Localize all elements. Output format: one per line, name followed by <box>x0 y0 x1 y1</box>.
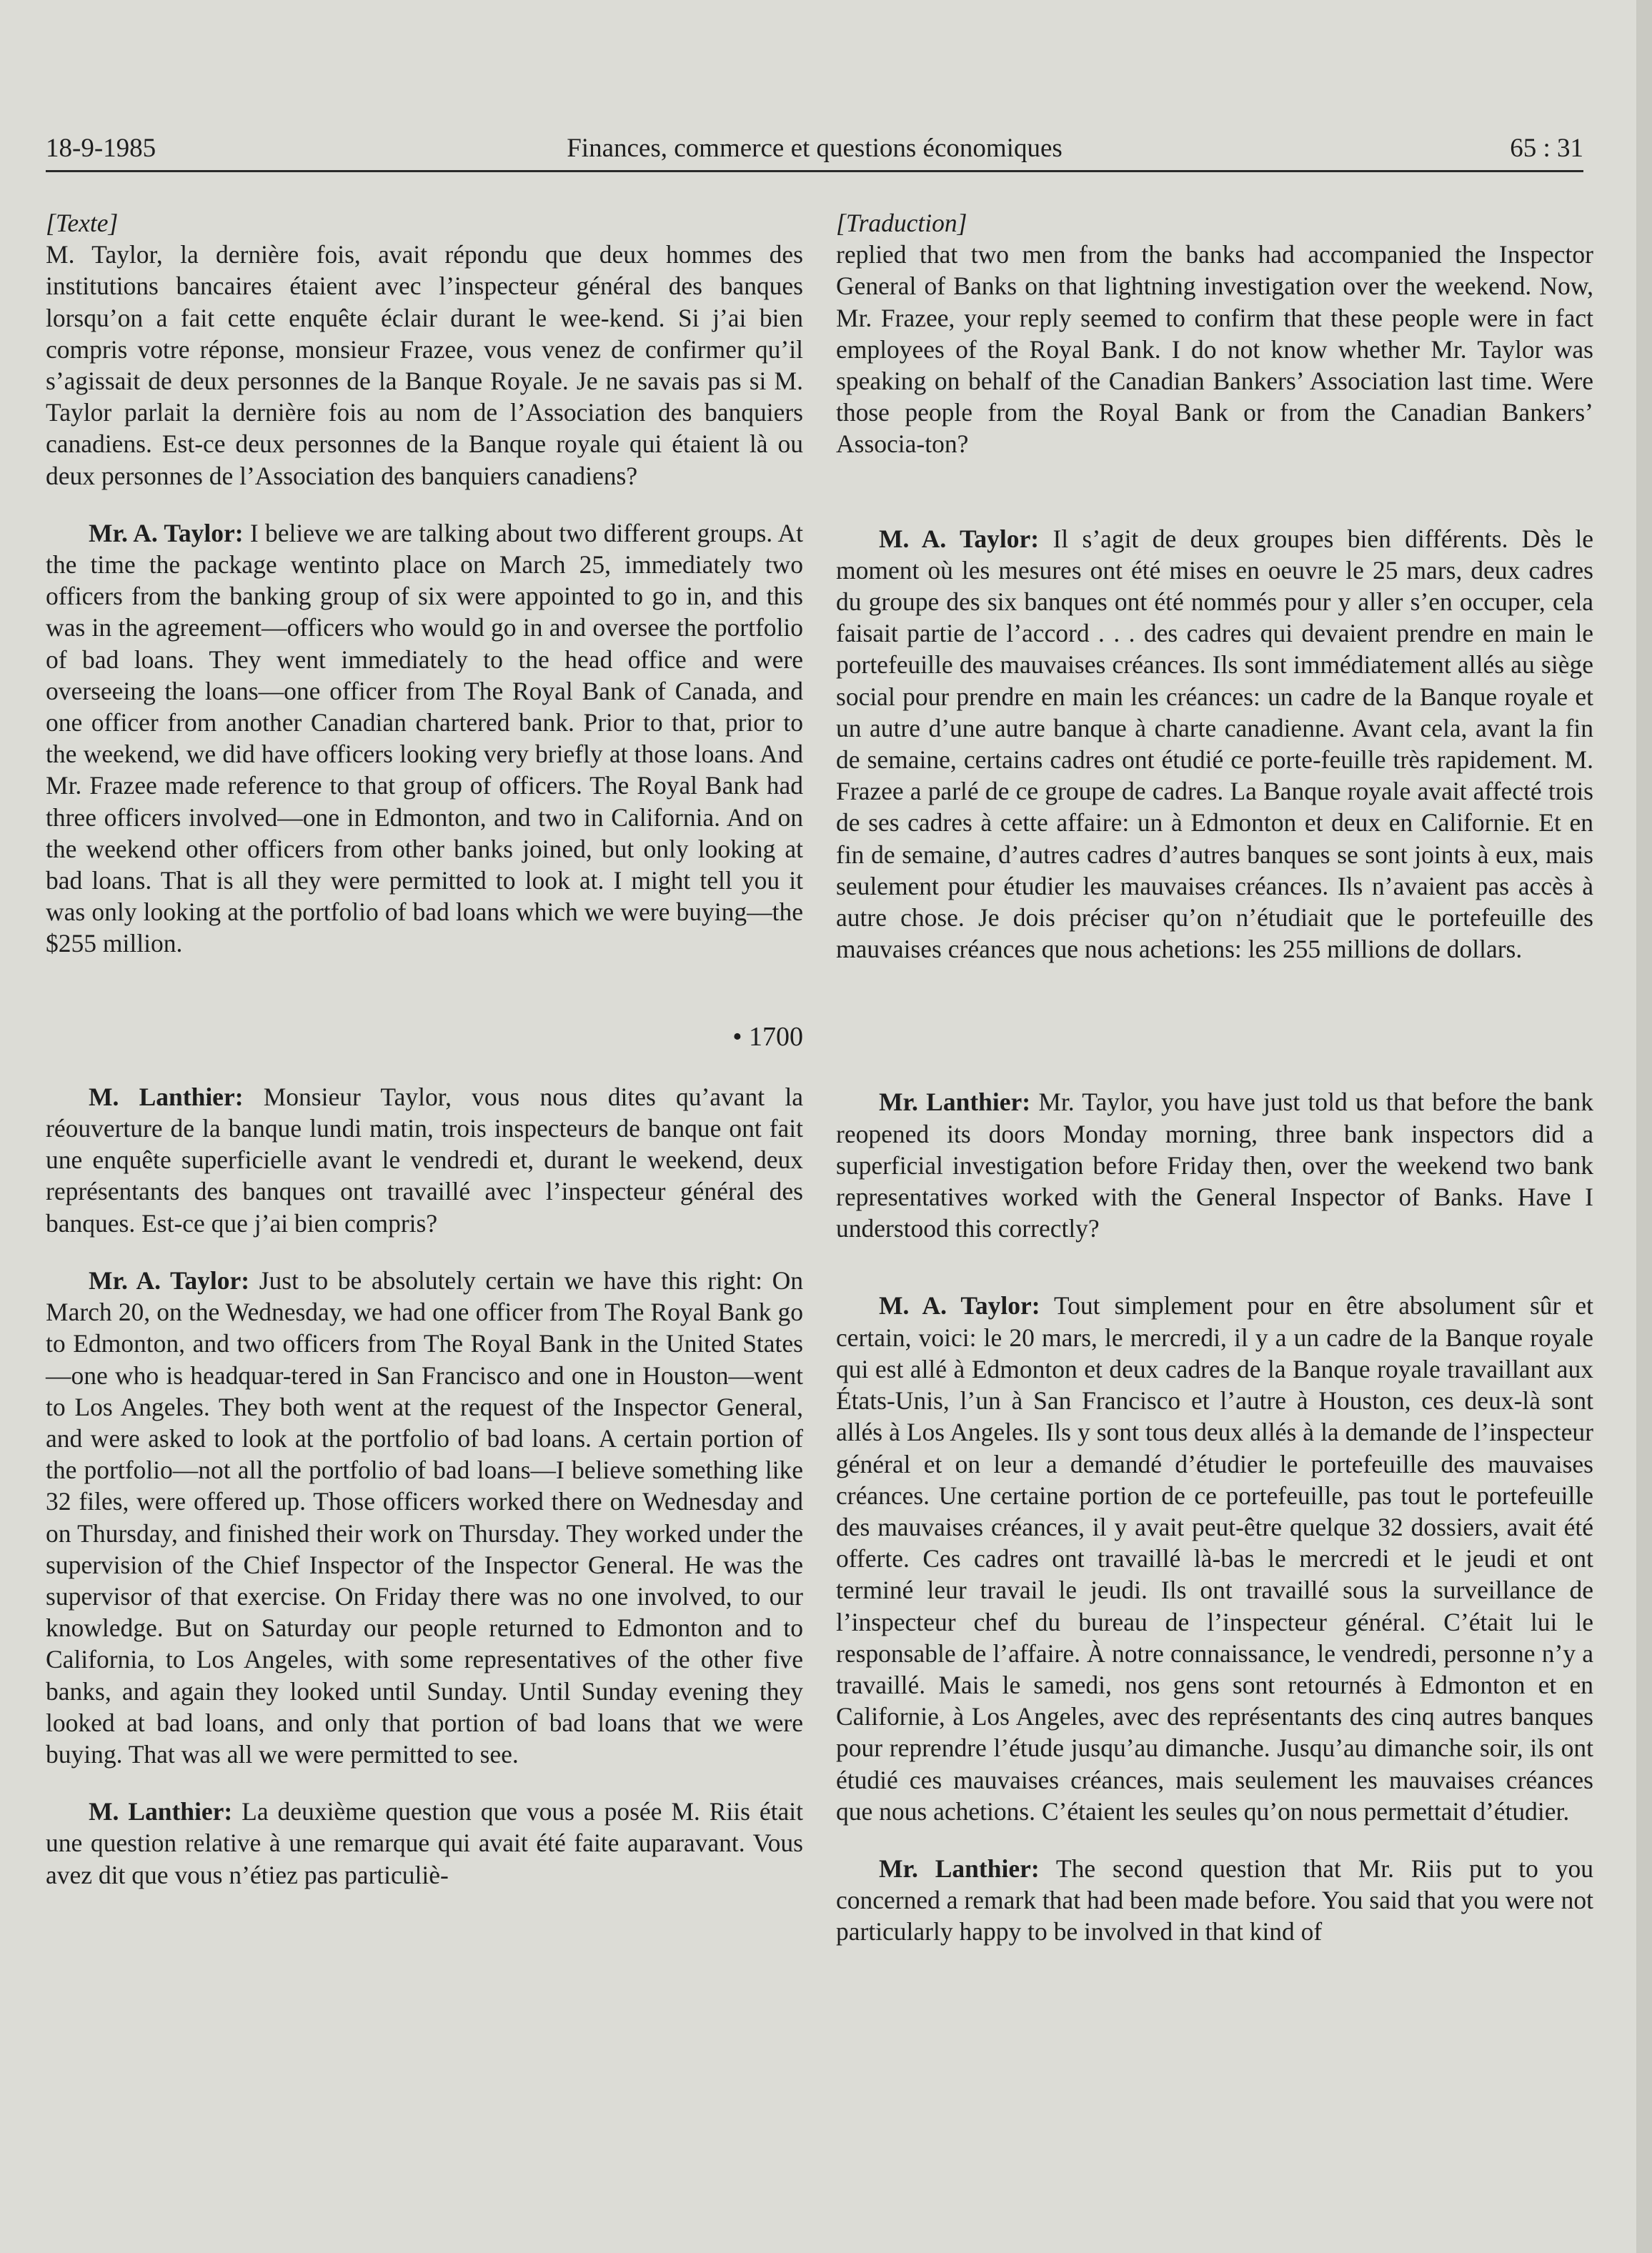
right-column <box>836 207 1593 1948</box>
header-rule <box>46 170 1583 172</box>
time-marker: • 1700 <box>732 1021 803 1052</box>
speech-text: Mr. Taylor, you have just told us that before the bank reopened its doors Monday morning, three bank inspectors did a superficial investigation before Friday then, over the weekend two bank representatives worked with the General Inspector of Banks. Have I understood this correctly? <box>836 1088 1593 1243</box>
speech-text: La deuxième question que vous a posée M. Riis était une question relative à une remarque qui avait été faite auparavant. Vous avez dit que vous n’étiez pas particuliè- <box>46 1797 803 1889</box>
speaker-name: Mr. Lanthier: <box>879 1088 1031 1117</box>
right-paragraph-4 <box>836 1290 1593 1826</box>
speaker-name: M. Lanthier: <box>89 1082 244 1111</box>
speaker-name: Mr. A. Taylor: <box>89 1265 250 1295</box>
left-column <box>46 207 803 1891</box>
left-paragraph-4 <box>46 1265 803 1770</box>
right-paragraph-1: replied that two men from the banks had accompanied the Inspector General of Banks on that lightning investigation over the weekend. Now, Mr. Frazee, your reply seemed to confirm that these people were in fact employees of the Royal Bank. I do not know whether Mr. Taylor was speaking on behalf of the Canadian Bankers’ Association last time. Were those people from the Royal Bank or from the Canadian Bankers’ Associa-ton? <box>836 240 1593 459</box>
left-paragraph-5 <box>46 1796 803 1891</box>
speech-text: I believe we are talking about two different groups. At the time the package wentinto place on March 25, immediately two officers from the banking group of six were appointed to go in, and this was in the agreement—officers who would go in and oversee the portfolio of bad loans. They went immediately to the head office and were overseeing the loans—one officer from The Royal Bank of Canada, and one officer from another Canadian chartered bank. Prior to that, prior to the weekend, we did have officers looking very briefly at those loans. And Mr. Frazee made reference to that group of officers. The Royal Bank had three officers involved—one in Edmonton, and two in California. And on the weekend other officers from other banks joined, but only looking at bad loans. That is all they were permitted to look at. I might tell you it was only looking at the portfolio of bad loans which we were buying—the $255 million. <box>46 518 803 958</box>
right-paragraph-2 <box>836 523 1593 965</box>
speech-text: Monsieur Taylor, vous nous dites qu’avant la réouverture de la banque lundi matin, trois inspecteurs de banque ont fait une enquête superficielle avant le vendredi et, durant le weekend, deux représentants des banques ont travaillé avec l’inspecteur général des banques. Est-ce que j’ai bien compris? <box>46 1082 803 1238</box>
left-paragraph-2 <box>46 517 803 960</box>
running-header <box>46 133 1583 173</box>
speech-text: Il s’agit de deux groupes bien différents. Dès le moment où les mesures ont été mises en oeuvre le 25 mars, deux cadres du groupe des six banques ont été nommés pour y aller s’en occuper, cela faisait partie de l’accord . . . des cadres qui devaient prendre en main le portefeuille des mauvaises créances. Ils sont immédiatement allés au siège social pour prendre en main les créances: un cadre de la Banque royale et un autre d’une autre banque à charte canadienne. Avant cela, avant la fin de semaine, certains cadres ont étudié ce porte-feuille très rapidement. M. Frazee a parlé de ce groupe de cadres. La Banque royale avait affecté trois de ses cadres à cette affaire: un à Edmonton et deux en Californie. Et en fin de semaine, d’autres cadres d’autres banques se sont joints à eux, mais seulement pour étudier les mauvaises créances. Ils n’avaient pas accès à autre chose. Je dois préciser qu’on n’étudiait que le portefeuille des mauvaises créances que nous achetions: les 255 millions de dollars. <box>836 524 1593 964</box>
speaker-name: Mr. A. Taylor: <box>89 518 244 547</box>
right-paragraph-5 <box>836 1853 1593 1948</box>
header-title: Finances, commerce et questions économiques <box>567 134 1063 163</box>
right-paragraph-3 <box>836 1086 1593 1244</box>
speaker-name: M. Lanthier: <box>89 1797 233 1826</box>
speaker-name: M. A. Taylor: <box>879 1291 1040 1321</box>
page-edge <box>1636 0 1652 2253</box>
speaker-name: M. A. Taylor: <box>879 524 1040 553</box>
speech-text: The second question that Mr. Riis put to you concerned a remark that had been made before. You said that you were not particularly happy to be involved in that kind of <box>836 1854 1593 1946</box>
header-date: 18-9-1985 <box>46 134 156 163</box>
speech-text: Just to be absolutely certain we have this right: On March 20, on the Wednesday, we had one officer from The Royal Bank go to Edmonton, and two officers from The Royal Bank in the United States—one who is headquar-tered in San Francisco and one in Houston—went to Los Angeles. They both went at the request of the Inspector General, and were asked to look at the portfolio of bad loans. A certain portion of the portfolio—not all the portfolio of bad loans—I believe something like 32 files, were offered up. Those officers worked there on Wednesday and on Thursday, and finished their work on Thursday. They worked under the supervision of the Chief Inspector of the Inspector General. He was the supervisor of that exercise. On Friday there was no one involved, to our knowledge. But on Saturday our people returned to Edmonton and to California, to Los Angeles, with some representatives of the other five banks, and again they looked until Sunday. Until Sunday evening they looked at bad loans, and only that portion of bad loans that we were buying. That was all we were permitted to see. <box>46 1265 803 1769</box>
header-page-number: 65 : 31 <box>1510 134 1583 163</box>
left-paragraph-1: M. Taylor, la dernière fois, avait répondu que deux hommes des institutions bancaires étaient avec l’inspecteur général des banques lorsqu’on a fait cette enquête éclair durant le wee-kend. Si j’ai bien compris votre réponse, monsieur Frazee, vous venez de confirmer qu’il s’agissait de deux personnes de la Banque Royale. Je ne savais pas si M. Taylor parlait la dernière fois au nom de l’Association des banquiers canadiens. Est-ce deux personnes de la Banque royale qui étaient là ou deux personnes de l’Association des banquiers canadiens? <box>46 240 803 490</box>
left-paragraph-3 <box>46 1081 803 1239</box>
speaker-name: Mr. Lanthier: <box>879 1854 1040 1883</box>
speech-text: Tout simplement pour en être absolument sûr et certain, voici: le 20 mars, le mercredi, il y a un cadre de la Banque royale qui est allé à Edmonton et deux cadres de la Banque royale travaillant aux États-Unis, l’un à San Francisco et l’autre à Houston, ces deux-là sont allés à Los Angeles. Ils y sont tous deux allés à la demande de l’inspecteur général et on leur a demandé d’étudier le portefeuille des mauvaises créances. Une certaine portion de ce portefeuille, pas tout le portefeuille des mauvaises créances, il y avait peut-être quelque 32 dossiers, avait été offerte. Ces cadres ont travaillé là-bas le mercredi et le jeudi et ont terminé leur travail le jeudi. Ils ont travaillé sous la surveillance de l’inspecteur chef du bureau de l’inspecteur général. C’était lui le responsable de l’affaire. À notre connaissance, le vendredi, personne n’y a travaillé. Mais le samedi, nos gens sont retournés à Edmonton et en Californie, à Los Angeles, avec des représentants des cinq autres banques pour reprendre l’étude jusqu’au dimanche. Jusqu’au dimanche soir, ils ont étudié ces mauvaises créances, mais seulement les mauvaises créances que nous achetions. C’étaient les seules qu’on nous permettait d’étudier. <box>836 1291 1594 1826</box>
label-texte: [Texte] <box>46 209 119 237</box>
label-traduction: [Traduction] <box>836 209 967 237</box>
